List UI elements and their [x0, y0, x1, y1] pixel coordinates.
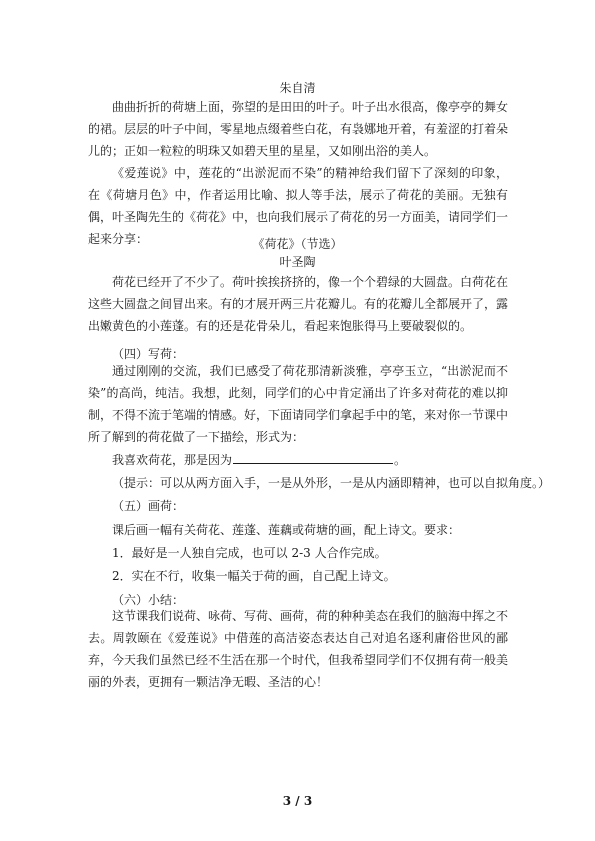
excerpt-paragraph: 荷花已经开了不少了。荷叶挨挨挤挤的，像一个个碧绿的大圆盘。白荷花在这些大圆盘之间冒出来。有的才展开两三片花瓣儿。有的花瓣儿全都展开了，露出嫩黄色的小莲蓬。有的还是花骨朵儿，看起来饱胀得马上要破裂似的。	[88, 275, 509, 333]
fill-in-blank[interactable]	[233, 451, 393, 464]
fill-in-suffix: 。	[394, 453, 407, 467]
fill-in-prefix: 我喜欢荷花，那是因为	[112, 453, 233, 467]
requirement-2: 2．实在不行，收集一幅关于荷的画，自己配上诗文。	[112, 569, 396, 583]
hint-text: （提示：可以从两方面入手，一是从外形，一是从内涵即精神，也可以自拟角度。）	[112, 476, 551, 490]
section-draw-text: 课后画一幅有关荷花、莲蓬、莲藕或荷塘的画，配上诗文。要求：	[112, 523, 461, 537]
requirement-1: 1．最好是一人独自完成，也可以 2-3 人合作完成。	[112, 546, 387, 560]
quote-paragraph: 曲曲折折的荷塘上面，弥望的是田田的叶子。叶子出水很高，像亭亭的舞女的裙。层层的叶子中间，零星地点缀着些白花，有袅娜地开着，有羞涩的打着朵儿的；正如一粒粒的明珠又如碧天里的星星，又如刚出浴的美人。	[88, 100, 509, 158]
fill-in-line	[112, 451, 508, 468]
quote-author: 朱自清	[279, 81, 316, 95]
excerpt-title: 《荷花》（节选）	[252, 237, 343, 251]
section-draw-heading: （五）画荷：	[112, 499, 185, 513]
section-write-paragraph: 通过刚刚的交流，我们已感受了荷花那清新淡雅，亭亭玉立，“出淤泥而不染”的高尚，纯洁。我想，此刻，同学们的心中肯定涌出了许多对荷花的难以抑制，不得不流于笔端的情感。好，下面请同学们拿起手中的笔，来对你一节课中所了解到的荷花做了一下描绘，形式为：	[88, 364, 509, 444]
excerpt-author: 叶圣陶	[279, 255, 316, 269]
page-number: 3 / 3	[282, 794, 313, 808]
intro-paragraph: 《爱莲说》中，莲花的“出淤泥而不染”的精神给我们留下了深刻的印象，在《荷塘月色》中，作者运用比喻、拟人等手法，展示了荷花的美丽。无独有偶，叶圣陶先生的《荷花》中，也向我们展示了荷花的另一方面美，请同学们一起来分享：	[88, 166, 509, 246]
section-summary-heading: （六）小结：	[112, 593, 185, 607]
section-write-heading: （四）写荷：	[112, 347, 185, 361]
section-summary-paragraph: 这节课我们说荷、咏荷、写荷、画荷，荷的种种美态在我们的脑海中挥之不去。周敦颐在《爱莲说》中借莲的高洁姿态表达自己对追名逐利庸俗世风的鄙弃，今天我们虽然已经不生活在那一个时代，但我希望同学们不仅拥有荷一般美丽的外表，更拥有一颗洁净无暇、圣洁的心！	[88, 609, 509, 689]
